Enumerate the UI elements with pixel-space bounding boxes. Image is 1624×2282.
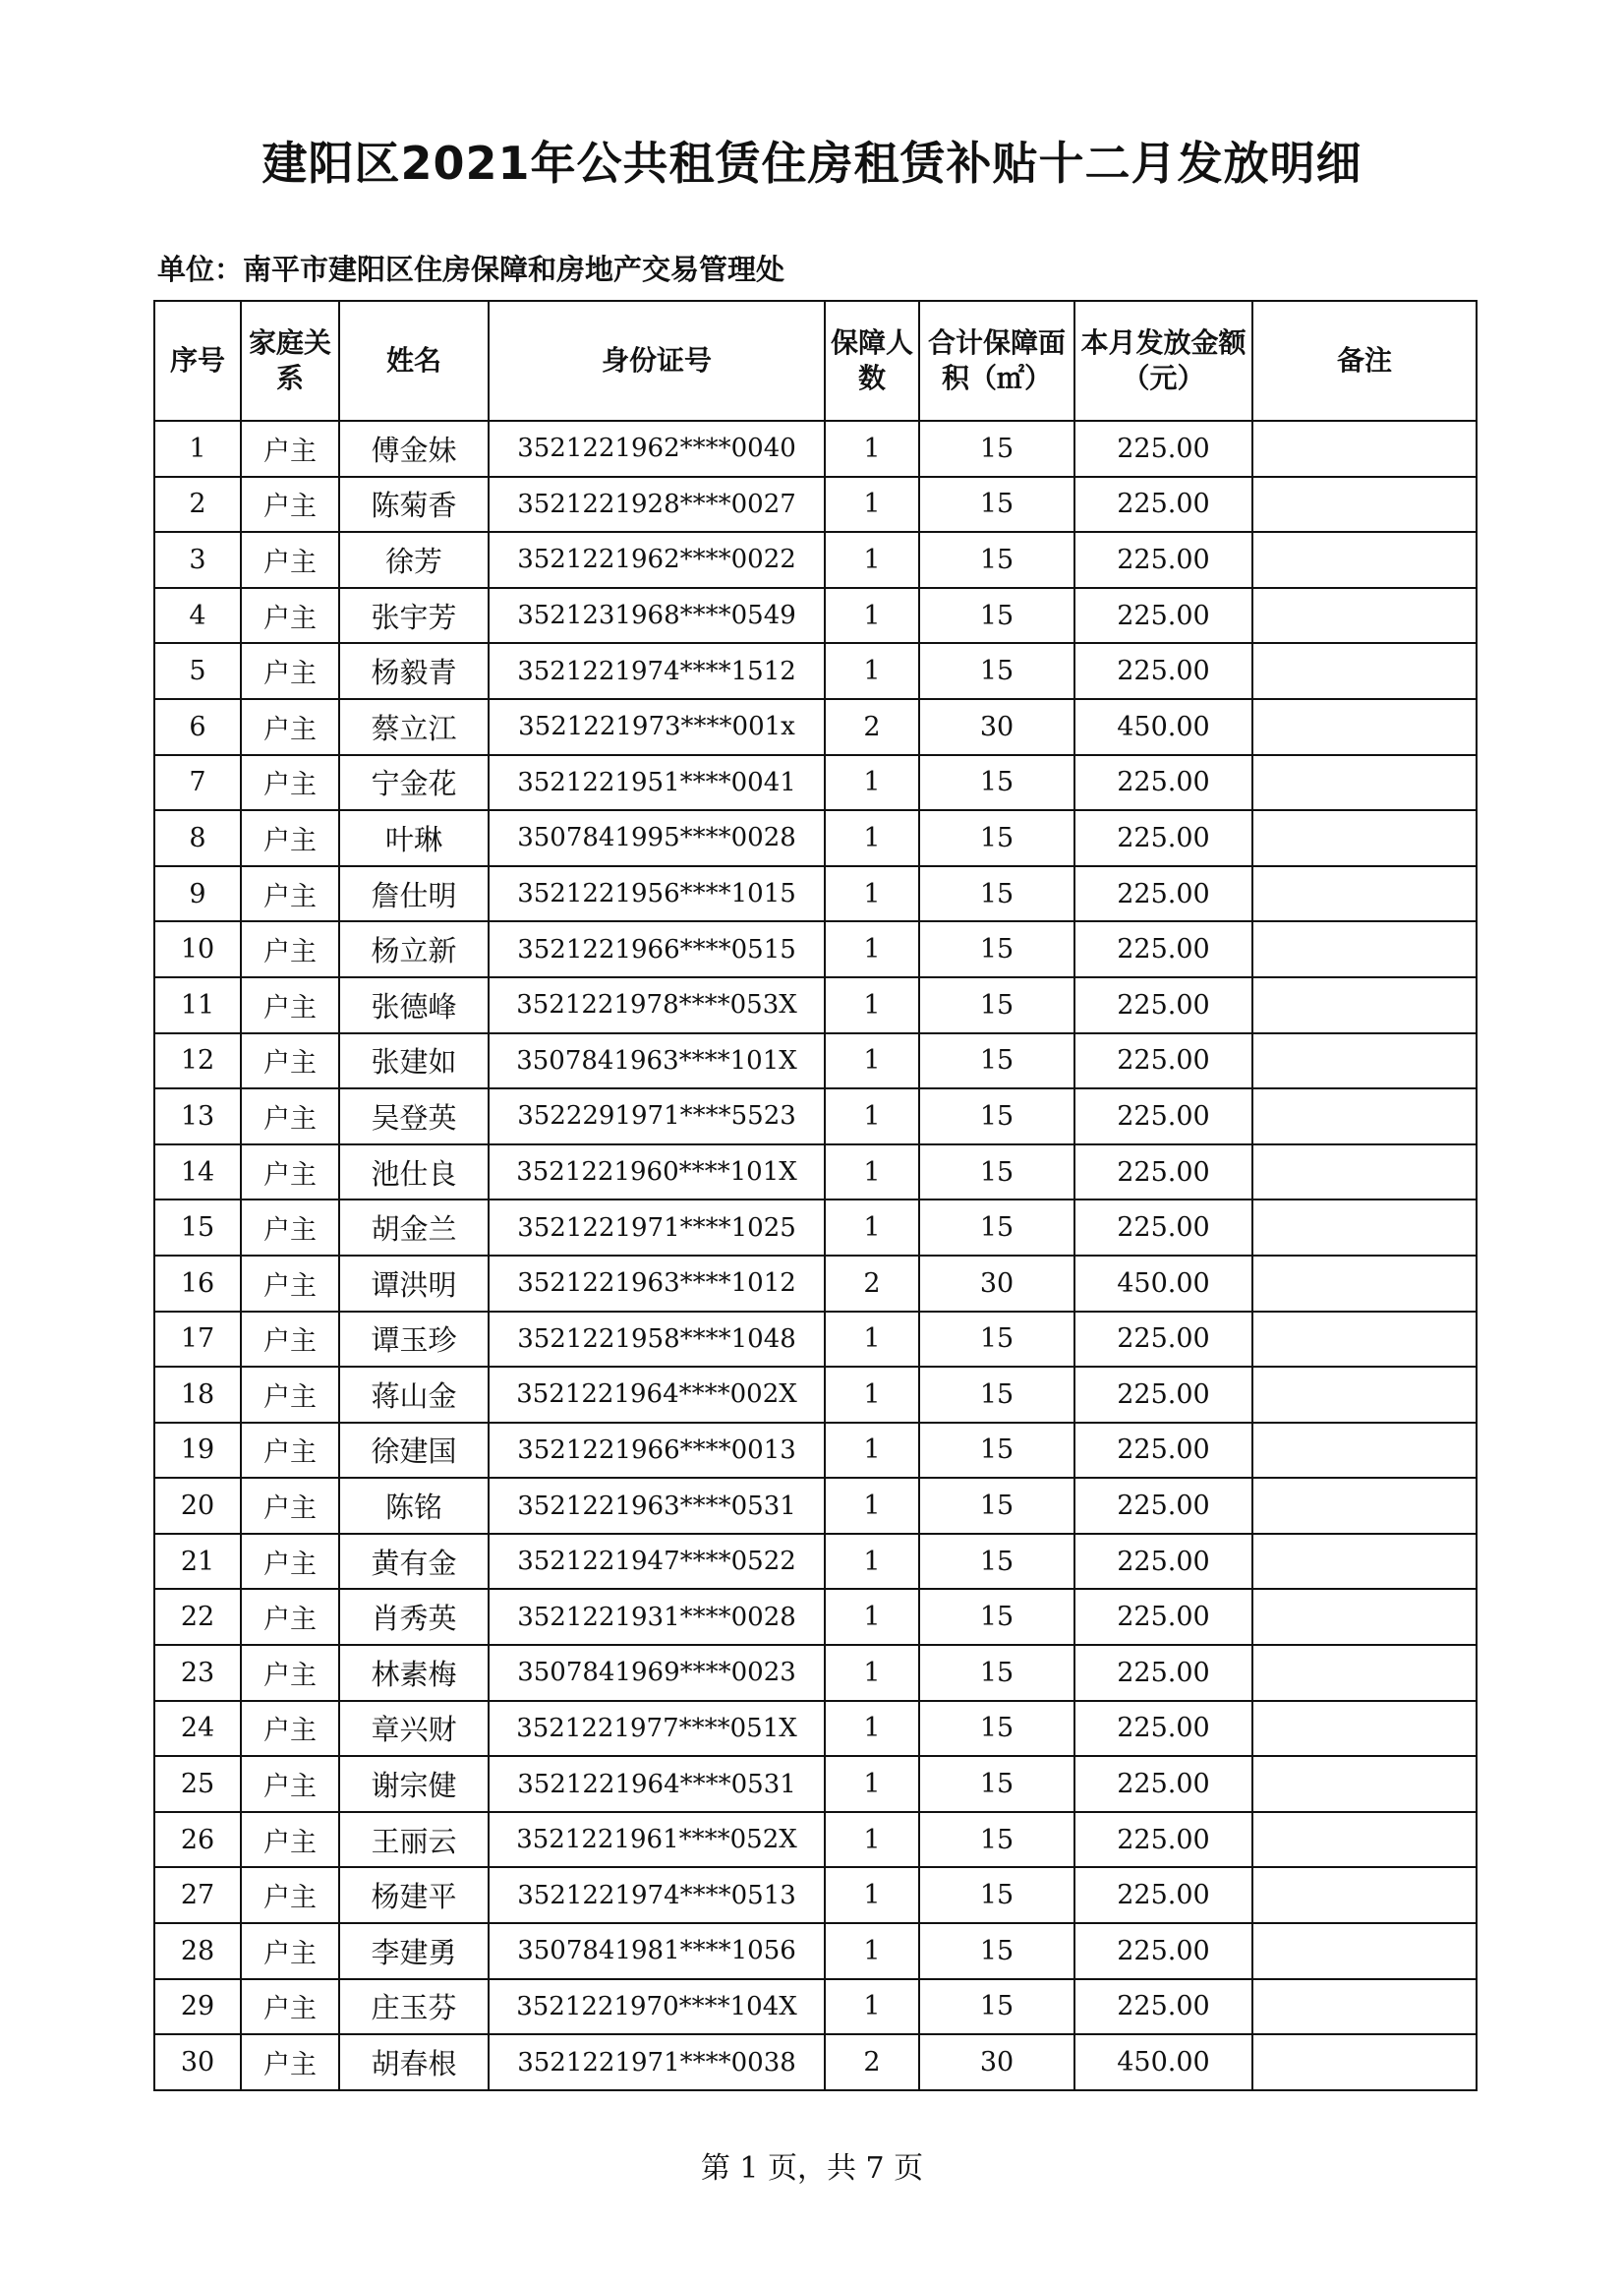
cell-id-number: 3521221966****0515 [489, 921, 825, 977]
cell-id-number: 3522291971****5523 [489, 1088, 825, 1144]
col-header-persons: 保障人数 [825, 301, 919, 421]
cell-area: 15 [919, 1423, 1074, 1479]
cell-id-number: 3521221960****101X [489, 1144, 825, 1200]
cell-name: 王丽云 [339, 1812, 489, 1868]
cell-amount: 225.00 [1074, 755, 1252, 811]
cell-no: 3 [154, 532, 241, 588]
cell-note [1252, 1256, 1477, 1312]
cell-relation: 户主 [241, 643, 339, 699]
table-row [154, 1256, 1477, 1312]
cell-no: 29 [154, 1979, 241, 2035]
table-row [154, 1812, 1477, 1868]
cell-name: 吴登英 [339, 1088, 489, 1144]
table-row [154, 1979, 1477, 2035]
cell-name: 谭玉珍 [339, 1312, 489, 1368]
table-row [154, 977, 1477, 1033]
cell-persons: 2 [825, 699, 919, 755]
cell-relation: 户主 [241, 1033, 339, 1089]
cell-persons: 1 [825, 421, 919, 477]
cell-relation: 户主 [241, 1812, 339, 1868]
cell-name: 傅金妹 [339, 421, 489, 477]
cell-no: 25 [154, 1756, 241, 1812]
cell-note [1252, 755, 1477, 811]
cell-relation: 户主 [241, 1144, 339, 1200]
cell-id-number: 3521221964****0531 [489, 1756, 825, 1812]
table-row [154, 755, 1477, 811]
cell-note [1252, 1534, 1477, 1590]
cell-persons: 1 [825, 588, 919, 644]
cell-note [1252, 1033, 1477, 1089]
cell-note [1252, 421, 1477, 477]
cell-note [1252, 1478, 1477, 1534]
cell-area: 15 [919, 532, 1074, 588]
cell-area: 30 [919, 1256, 1074, 1312]
cell-area: 15 [919, 477, 1074, 533]
table-row [154, 1756, 1477, 1812]
cell-area: 15 [919, 1088, 1074, 1144]
cell-amount: 225.00 [1074, 1867, 1252, 1923]
col-header-amount: 本月发放金额（元） [1074, 301, 1252, 421]
table-row [154, 1200, 1477, 1256]
cell-id-number: 3521221947****0522 [489, 1534, 825, 1590]
cell-relation: 户主 [241, 1478, 339, 1534]
table-row [154, 1367, 1477, 1423]
cell-area: 15 [919, 1812, 1074, 1868]
cell-no: 21 [154, 1534, 241, 1590]
cell-name: 蔡立江 [339, 699, 489, 755]
table-row [154, 1423, 1477, 1479]
cell-note [1252, 477, 1477, 533]
cell-name: 谭洪明 [339, 1256, 489, 1312]
cell-relation: 户主 [241, 1423, 339, 1479]
cell-amount: 225.00 [1074, 866, 1252, 922]
table-row [154, 1923, 1477, 1979]
cell-amount: 225.00 [1074, 1312, 1252, 1368]
cell-no: 20 [154, 1478, 241, 1534]
cell-id-number: 3507841969****0023 [489, 1645, 825, 1701]
cell-amount: 225.00 [1074, 1033, 1252, 1089]
cell-relation: 户主 [241, 699, 339, 755]
cell-name: 池仕良 [339, 1144, 489, 1200]
table-row [154, 588, 1477, 644]
cell-name: 陈铭 [339, 1478, 489, 1534]
cell-no: 15 [154, 1200, 241, 1256]
cell-area: 30 [919, 699, 1074, 755]
cell-persons: 1 [825, 1589, 919, 1645]
cell-no: 14 [154, 1144, 241, 1200]
cell-name: 宁金花 [339, 755, 489, 811]
cell-id-number: 3507841981****1056 [489, 1923, 825, 1979]
cell-area: 15 [919, 1144, 1074, 1200]
cell-name: 张建如 [339, 1033, 489, 1089]
cell-persons: 1 [825, 1979, 919, 2035]
cell-amount: 450.00 [1074, 699, 1252, 755]
cell-relation: 户主 [241, 1312, 339, 1368]
cell-note [1252, 588, 1477, 644]
cell-no: 16 [154, 1256, 241, 1312]
cell-id-number: 3521221971****0038 [489, 2034, 825, 2090]
cell-name: 张德峰 [339, 977, 489, 1033]
cell-name: 胡金兰 [339, 1200, 489, 1256]
cell-persons: 1 [825, 532, 919, 588]
cell-area: 15 [919, 588, 1074, 644]
cell-persons: 1 [825, 866, 919, 922]
cell-name: 杨建平 [339, 1867, 489, 1923]
cell-no: 8 [154, 810, 241, 866]
cell-note [1252, 1200, 1477, 1256]
cell-no: 22 [154, 1589, 241, 1645]
cell-name: 徐建国 [339, 1423, 489, 1479]
cell-name: 庄玉芬 [339, 1979, 489, 2035]
cell-area: 15 [919, 1033, 1074, 1089]
cell-persons: 2 [825, 1256, 919, 1312]
cell-note [1252, 1088, 1477, 1144]
cell-note [1252, 1867, 1477, 1923]
cell-area: 15 [919, 1923, 1074, 1979]
cell-persons: 2 [825, 2034, 919, 2090]
cell-relation: 户主 [241, 421, 339, 477]
cell-persons: 1 [825, 1088, 919, 1144]
cell-id-number: 3521221963****1012 [489, 1256, 825, 1312]
cell-relation: 户主 [241, 2034, 339, 2090]
table-row [154, 921, 1477, 977]
table-row [154, 2034, 1477, 2090]
cell-area: 15 [919, 977, 1074, 1033]
cell-id-number: 3521221951****0041 [489, 755, 825, 811]
table-row [154, 1589, 1477, 1645]
cell-name: 李建勇 [339, 1923, 489, 1979]
cell-persons: 1 [825, 1645, 919, 1701]
cell-persons: 1 [825, 1423, 919, 1479]
cell-id-number: 3521221977****051X [489, 1701, 825, 1757]
cell-amount: 225.00 [1074, 1367, 1252, 1423]
cell-relation: 户主 [241, 921, 339, 977]
cell-relation: 户主 [241, 1979, 339, 2035]
cell-no: 5 [154, 643, 241, 699]
cell-note [1252, 1812, 1477, 1868]
cell-area: 15 [919, 1701, 1074, 1757]
cell-persons: 1 [825, 1534, 919, 1590]
cell-amount: 225.00 [1074, 1979, 1252, 2035]
cell-id-number: 3521221958****1048 [489, 1312, 825, 1368]
cell-relation: 户主 [241, 477, 339, 533]
cell-name: 杨毅青 [339, 643, 489, 699]
col-header-no: 序号 [154, 301, 241, 421]
cell-area: 15 [919, 755, 1074, 811]
cell-id-number: 3521221964****002X [489, 1367, 825, 1423]
cell-amount: 225.00 [1074, 1200, 1252, 1256]
cell-no: 1 [154, 421, 241, 477]
cell-area: 15 [919, 1312, 1074, 1368]
cell-no: 2 [154, 477, 241, 533]
cell-no: 26 [154, 1812, 241, 1868]
cell-persons: 1 [825, 1033, 919, 1089]
cell-persons: 1 [825, 1923, 919, 1979]
cell-relation: 户主 [241, 810, 339, 866]
table-row [154, 1312, 1477, 1368]
table-row [154, 1144, 1477, 1200]
cell-note [1252, 1144, 1477, 1200]
cell-note [1252, 1312, 1477, 1368]
cell-area: 15 [919, 866, 1074, 922]
cell-note [1252, 810, 1477, 866]
cell-amount: 225.00 [1074, 421, 1252, 477]
cell-amount: 225.00 [1074, 1645, 1252, 1701]
table-row [154, 1478, 1477, 1534]
cell-amount: 225.00 [1074, 1423, 1252, 1479]
table-row [154, 1645, 1477, 1701]
cell-no: 19 [154, 1423, 241, 1479]
cell-no: 27 [154, 1867, 241, 1923]
cell-name: 林素梅 [339, 1645, 489, 1701]
cell-name: 徐芳 [339, 532, 489, 588]
cell-relation: 户主 [241, 1589, 339, 1645]
cell-area: 15 [919, 1367, 1074, 1423]
cell-no: 7 [154, 755, 241, 811]
cell-id-number: 3521231968****0549 [489, 588, 825, 644]
cell-relation: 户主 [241, 1645, 339, 1701]
cell-note [1252, 1701, 1477, 1757]
cell-amount: 225.00 [1074, 1144, 1252, 1200]
cell-no: 23 [154, 1645, 241, 1701]
cell-area: 15 [919, 1478, 1074, 1534]
cell-relation: 户主 [241, 1701, 339, 1757]
cell-note [1252, 699, 1477, 755]
table-row [154, 1534, 1477, 1590]
cell-no: 6 [154, 699, 241, 755]
cell-persons: 1 [825, 755, 919, 811]
cell-amount: 225.00 [1074, 977, 1252, 1033]
cell-relation: 户主 [241, 1923, 339, 1979]
cell-relation: 户主 [241, 532, 339, 588]
cell-no: 4 [154, 588, 241, 644]
cell-name: 陈菊香 [339, 477, 489, 533]
cell-id-number: 3521221978****053X [489, 977, 825, 1033]
table-row [154, 699, 1477, 755]
cell-no: 11 [154, 977, 241, 1033]
cell-name: 黄有金 [339, 1534, 489, 1590]
cell-name: 叶琳 [339, 810, 489, 866]
cell-area: 15 [919, 1645, 1074, 1701]
cell-persons: 1 [825, 977, 919, 1033]
cell-amount: 225.00 [1074, 1923, 1252, 1979]
cell-amount: 450.00 [1074, 2034, 1252, 2090]
table-row [154, 421, 1477, 477]
cell-amount: 450.00 [1074, 1256, 1252, 1312]
cell-relation: 户主 [241, 1200, 339, 1256]
cell-area: 15 [919, 421, 1074, 477]
col-header-name: 姓名 [339, 301, 489, 421]
table-row [154, 1867, 1477, 1923]
cell-area: 15 [919, 1200, 1074, 1256]
cell-amount: 225.00 [1074, 1478, 1252, 1534]
cell-amount: 225.00 [1074, 1701, 1252, 1757]
table-row [154, 1033, 1477, 1089]
cell-no: 10 [154, 921, 241, 977]
table-row [154, 810, 1477, 866]
cell-amount: 225.00 [1074, 810, 1252, 866]
cell-id-number: 3521221962****0022 [489, 532, 825, 588]
cell-id-number: 3521221961****052X [489, 1812, 825, 1868]
cell-note [1252, 1589, 1477, 1645]
cell-relation: 户主 [241, 1256, 339, 1312]
cell-note [1252, 866, 1477, 922]
table-row [154, 643, 1477, 699]
cell-note [1252, 1923, 1477, 1979]
cell-name: 蒋山金 [339, 1367, 489, 1423]
cell-area: 15 [919, 1979, 1074, 2035]
cell-id-number: 3521221962****0040 [489, 421, 825, 477]
cell-persons: 1 [825, 1200, 919, 1256]
cell-no: 18 [154, 1367, 241, 1423]
cell-no: 13 [154, 1088, 241, 1144]
cell-amount: 225.00 [1074, 643, 1252, 699]
cell-note [1252, 1367, 1477, 1423]
subsidy-table [153, 300, 1478, 2091]
cell-persons: 1 [825, 1812, 919, 1868]
cell-amount: 225.00 [1074, 921, 1252, 977]
cell-area: 15 [919, 1534, 1074, 1590]
cell-relation: 户主 [241, 588, 339, 644]
cell-amount: 225.00 [1074, 477, 1252, 533]
cell-area: 15 [919, 1589, 1074, 1645]
cell-persons: 1 [825, 921, 919, 977]
col-header-id: 身份证号 [489, 301, 825, 421]
cell-persons: 1 [825, 477, 919, 533]
table-row [154, 532, 1477, 588]
table-row [154, 1088, 1477, 1144]
cell-relation: 户主 [241, 977, 339, 1033]
cell-id-number: 3521221974****0513 [489, 1867, 825, 1923]
cell-name: 谢宗健 [339, 1756, 489, 1812]
cell-relation: 户主 [241, 1534, 339, 1590]
cell-area: 15 [919, 1867, 1074, 1923]
cell-persons: 1 [825, 1312, 919, 1368]
cell-relation: 户主 [241, 866, 339, 922]
cell-persons: 1 [825, 1701, 919, 1757]
cell-id-number: 3507841995****0028 [489, 810, 825, 866]
cell-note [1252, 921, 1477, 977]
cell-area: 15 [919, 643, 1074, 699]
cell-note [1252, 1756, 1477, 1812]
cell-id-number: 3521221974****1512 [489, 643, 825, 699]
table-header-row [154, 301, 1477, 421]
cell-id-number: 3521221966****0013 [489, 1423, 825, 1479]
cell-persons: 1 [825, 1756, 919, 1812]
cell-amount: 225.00 [1074, 1812, 1252, 1868]
cell-amount: 225.00 [1074, 1088, 1252, 1144]
cell-note [1252, 2034, 1477, 2090]
cell-area: 15 [919, 921, 1074, 977]
cell-id-number: 3521221973****001x [489, 699, 825, 755]
cell-id-number: 3507841963****101X [489, 1033, 825, 1089]
issuing-unit: 单位：南平市建阳区住房保障和房地产交易管理处 [157, 253, 785, 286]
cell-note [1252, 1979, 1477, 2035]
cell-amount: 225.00 [1074, 1589, 1252, 1645]
cell-persons: 1 [825, 643, 919, 699]
cell-name: 肖秀英 [339, 1589, 489, 1645]
cell-persons: 1 [825, 1367, 919, 1423]
cell-note [1252, 643, 1477, 699]
table-row [154, 1701, 1477, 1757]
table-row [154, 477, 1477, 533]
cell-name: 章兴财 [339, 1701, 489, 1757]
cell-relation: 户主 [241, 755, 339, 811]
cell-note [1252, 1645, 1477, 1701]
cell-relation: 户主 [241, 1756, 339, 1812]
cell-persons: 1 [825, 1144, 919, 1200]
cell-id-number: 3521221928****0027 [489, 477, 825, 533]
cell-amount: 225.00 [1074, 1756, 1252, 1812]
cell-amount: 225.00 [1074, 532, 1252, 588]
cell-id-number: 3521221931****0028 [489, 1589, 825, 1645]
cell-area: 15 [919, 810, 1074, 866]
cell-id-number: 3521221970****104X [489, 1979, 825, 2035]
cell-no: 30 [154, 2034, 241, 2090]
col-header-area: 合计保障面积（㎡） [919, 301, 1074, 421]
cell-no: 17 [154, 1312, 241, 1368]
cell-area: 30 [919, 2034, 1074, 2090]
page-footer: 第 1 页，共 7 页 [700, 2151, 924, 2186]
cell-persons: 1 [825, 1867, 919, 1923]
cell-note [1252, 1423, 1477, 1479]
cell-id-number: 3521221971****1025 [489, 1200, 825, 1256]
cell-name: 杨立新 [339, 921, 489, 977]
cell-relation: 户主 [241, 1367, 339, 1423]
table-row [154, 866, 1477, 922]
col-header-note: 备注 [1252, 301, 1477, 421]
cell-id-number: 3521221956****1015 [489, 866, 825, 922]
cell-no: 12 [154, 1033, 241, 1089]
cell-relation: 户主 [241, 1867, 339, 1923]
document-title: 建阳区2021年公共租赁住房租赁补贴十二月发放明细 [261, 137, 1363, 190]
cell-persons: 1 [825, 810, 919, 866]
cell-no: 28 [154, 1923, 241, 1979]
cell-note [1252, 532, 1477, 588]
cell-amount: 225.00 [1074, 1534, 1252, 1590]
cell-no: 24 [154, 1701, 241, 1757]
cell-area: 15 [919, 1756, 1074, 1812]
cell-no: 9 [154, 866, 241, 922]
cell-name: 胡春根 [339, 2034, 489, 2090]
cell-id-number: 3521221963****0531 [489, 1478, 825, 1534]
cell-note [1252, 977, 1477, 1033]
col-header-relation: 家庭关系 [241, 301, 339, 421]
cell-amount: 225.00 [1074, 588, 1252, 644]
cell-name: 詹仕明 [339, 866, 489, 922]
cell-persons: 1 [825, 1478, 919, 1534]
cell-relation: 户主 [241, 1088, 339, 1144]
cell-name: 张宇芳 [339, 588, 489, 644]
